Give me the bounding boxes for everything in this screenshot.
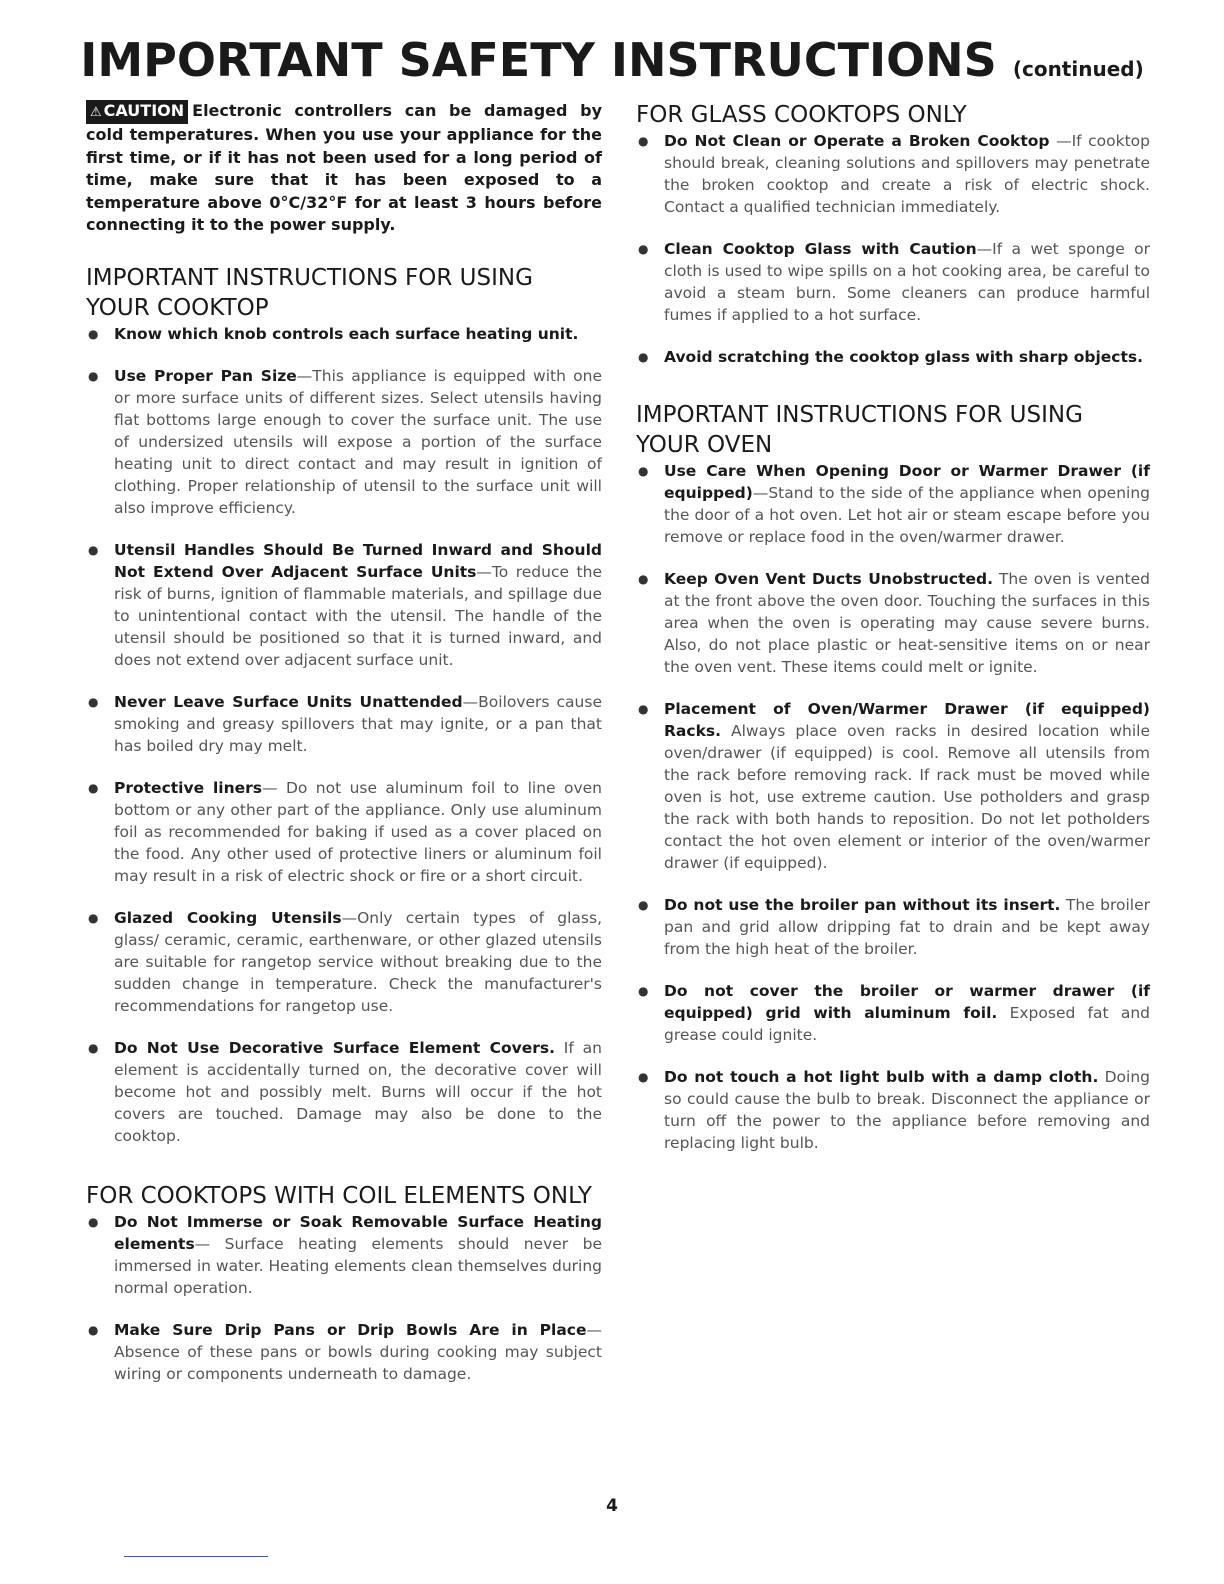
instruction-item [636,894,1150,960]
caution-text: Electronic controllers can be damaged by cold temperatures. When you use your appliance for the first time, or if it has not been used for a long period of time, make sure that it has been exposed to a temperature above 0°C/32°F for at least 3 hours before connecting it to the power supply. [86,101,602,234]
instruction-lead: Do not cover the broiler or warmer drawer (if equipped) grid with aluminum foil. [664,982,1150,1022]
instruction-lead: Protective liners [114,778,263,797]
instruction-item [636,568,1150,678]
oven-heading: IMPORTANT INSTRUCTIONS FOR USING YOUR OVEN [636,402,1083,458]
instruction-lead: Do not use the broiler pan without its insert. [664,896,1061,914]
instruction-item [636,1066,1150,1154]
caution-notice [86,100,602,237]
coil-heading: FOR COOKTOPS WITH COIL ELEMENTS ONLY [86,1182,592,1209]
instruction-text: —Only certain types of glass, glass/ ceramic, ceramic, earthenware, or other glazed utensils are suitable for rangetop service without breaking due to the sudden change in temperature. Check the manufacturer's recommendations for rangetop use. [114,908,602,1015]
instruction-lead: Keep Oven Vent Ducts Unobstructed. [664,570,993,588]
instruction-item [86,1211,602,1299]
bullet-icon: ● [88,1040,99,1055]
instruction-item [86,1037,602,1147]
bullet-icon: ● [638,242,649,256]
instruction-item [636,460,1150,548]
coil-list [86,1211,602,1385]
instruction-item [636,698,1150,874]
bullet-icon: ● [88,1322,99,1337]
left-column [86,100,602,1405]
glass-heading: FOR GLASS COOKTOPS ONLY [636,102,967,128]
instruction-text: Doing so could cause the bulb to break. Disconnect the appliance or turn off the power to the appliance before removing and replacing light bulb. [664,1068,1150,1152]
bullet-icon: ● [638,350,649,364]
instruction-lead: Use Care When Opening Door or Warmer Drawer (if equipped) [664,462,1150,502]
instruction-item [86,777,602,887]
bullet-icon: ● [638,898,649,912]
instruction-item [636,346,1150,368]
bullet-icon: ● [88,1214,99,1229]
right-column [636,100,1150,1174]
instruction-lead: Use Proper Pan Size [114,366,297,385]
instruction-text: The broiler pan and grid allow dripping fat to drain and be kept away from the high heat of the broiler. [664,896,1150,958]
page-title-suffix: (continued) [1012,57,1144,81]
bullet-icon: ● [638,464,649,478]
glass-section [636,100,1150,368]
instruction-lead: Glazed Cooking Utensils [114,908,342,927]
page-number: 4 [606,1496,618,1516]
instruction-item [86,539,602,671]
instruction-item [636,238,1150,326]
bullet-icon: ● [88,542,99,557]
instruction-text: Exposed fat and grease could ignite. [664,1004,1150,1044]
bullet-icon: ● [88,326,99,341]
instruction-lead: Do not touch a hot light bulb with a damp cloth. [664,1068,1099,1086]
instruction-text: —To reduce the risk of burns, ignition of flammable materials, and spillage due to unintentional contact with the utensil. The handle of the utensil should be positioned so that it is turned inward, and does not extend over adjacent surface unit. [114,562,602,669]
cooktop-list [86,323,602,1147]
coil-section [86,1181,602,1385]
cooktop-section [86,263,602,1147]
instruction-lead: Make Sure Drip Pans or Drip Bowls Are in Place [114,1320,587,1339]
warning-triangle-icon: ⚠ [90,105,102,120]
bullet-icon: ● [638,134,649,148]
caution-badge: ⚠ CAUTION [86,100,188,124]
bullet-icon: ● [638,702,649,716]
oven-list [636,460,1150,1154]
instruction-lead: Do Not Clean or Operate a Broken Cooktop [664,132,1050,150]
instruction-text: — Surface heating elements should never be immersed in water. Heating elements clean themselves during normal operation. [114,1234,602,1297]
instruction-item [86,365,602,519]
instruction-item [86,1319,602,1385]
instruction-lead: Placement of Oven/Warmer Drawer (if equipped) Racks. [664,700,1150,740]
oven-section [636,400,1150,1154]
instruction-item [636,130,1150,218]
bullet-icon: ● [88,780,99,795]
instruction-text: —Boilovers cause smoking and greasy spillovers that may ignite, or a pan that has boiled dry may melt. [114,692,602,755]
instruction-lead: Do Not Use Decorative Surface Element Covers. [114,1038,555,1057]
instruction-lead: Utensil Handles Should Be Turned Inward and Should Not Extend Over Adjacent Surface Units [114,540,602,581]
instruction-lead: Never Leave Surface Units Unattended [114,692,463,711]
bullet-icon: ● [638,984,649,998]
bullet-icon: ● [88,368,99,383]
footer-rule [124,1556,268,1557]
instruction-item [636,980,1150,1046]
instruction-lead: Know which knob controls each surface heating unit. [114,324,579,343]
page-title-main: IMPORTANT SAFETY INSTRUCTIONS [80,33,997,87]
instruction-lead: Avoid scratching the cooktop glass with sharp objects. [664,348,1144,366]
bullet-icon: ● [88,910,99,925]
page-title [0,30,1224,99]
instruction-text: If an element is accidentally turned on, the decorative cover will become hot and possibly melt. Burns will occur if the hot covers are touched. Damage may also be done to the cooktop. [114,1038,602,1145]
instruction-text: — Do not use aluminum foil to line oven bottom or any other part of the appliance. Only use aluminum foil as recommended for baking if used as a cover placed on the food. Any other used of protective liners or aluminum foil may result in a risk of electric shock or fire or a short circuit. [114,778,602,885]
instruction-text: The oven is vented at the front above the oven door. Touching the surfaces in this area when the oven is operating may cause severe burns. Also, do not place plastic or heat-sensitive items on or near the oven vent. These items could melt or ignite. [664,570,1151,676]
instruction-text: —If cooktop should break, cleaning solutions and spillovers may penetrate the broken cooktop and create a risk of electric shock. Contact a qualified technician immediately. [664,132,1150,216]
instruction-text: —Stand to the side of the appliance when opening the door of a hot oven. Let hot air or steam escape before you remove or replace food in the oven/warmer drawer. [664,484,1150,546]
instruction-text: —Absence of these pans or bowls during cooking may subject wiring or components underneath to damage. [114,1320,602,1383]
instruction-item [86,907,602,1017]
bullet-icon: ● [638,1070,649,1084]
instruction-text: —This appliance is equipped with one or more surface units of different sizes. Select utensils having flat bottoms large enough to cover the surface unit. The use of undersized utensils will expose a portion of the surface heating unit to direct contact and may result in ignition of clothing. Proper relationship of utensil to the surface unit will also improve efficiency. [114,366,602,517]
cooktop-heading: IMPORTANT INSTRUCTIONS FOR USING YOUR COOKTOP [86,264,533,321]
bullet-icon: ● [638,572,649,586]
instruction-text: —If a wet sponge or cloth is used to wipe spills on a hot cooking area, be careful to avoid a steam burn. Some cleaners can produce harmful fumes if applied to a hot surface. [664,240,1151,324]
instruction-lead: Clean Cooktop Glass with Caution [664,240,977,258]
glass-list [636,130,1150,368]
instruction-text: Always place oven racks in desired location while oven/drawer (if equipped) is cool. Remove all utensils from the rack before removing rack. If rack must be moved while oven is hot, use extreme caution. Use potholders and grasp the rack with both hands to reposition. Do not let potholders contact the hot oven element or interior of the oven/warmer drawer (if equipped). [664,722,1150,872]
instruction-item [86,691,602,757]
instruction-item [86,323,602,345]
instruction-lead: Do Not Immerse or Soak Removable Surface Heating elements [114,1212,602,1253]
bullet-icon: ● [88,694,99,709]
